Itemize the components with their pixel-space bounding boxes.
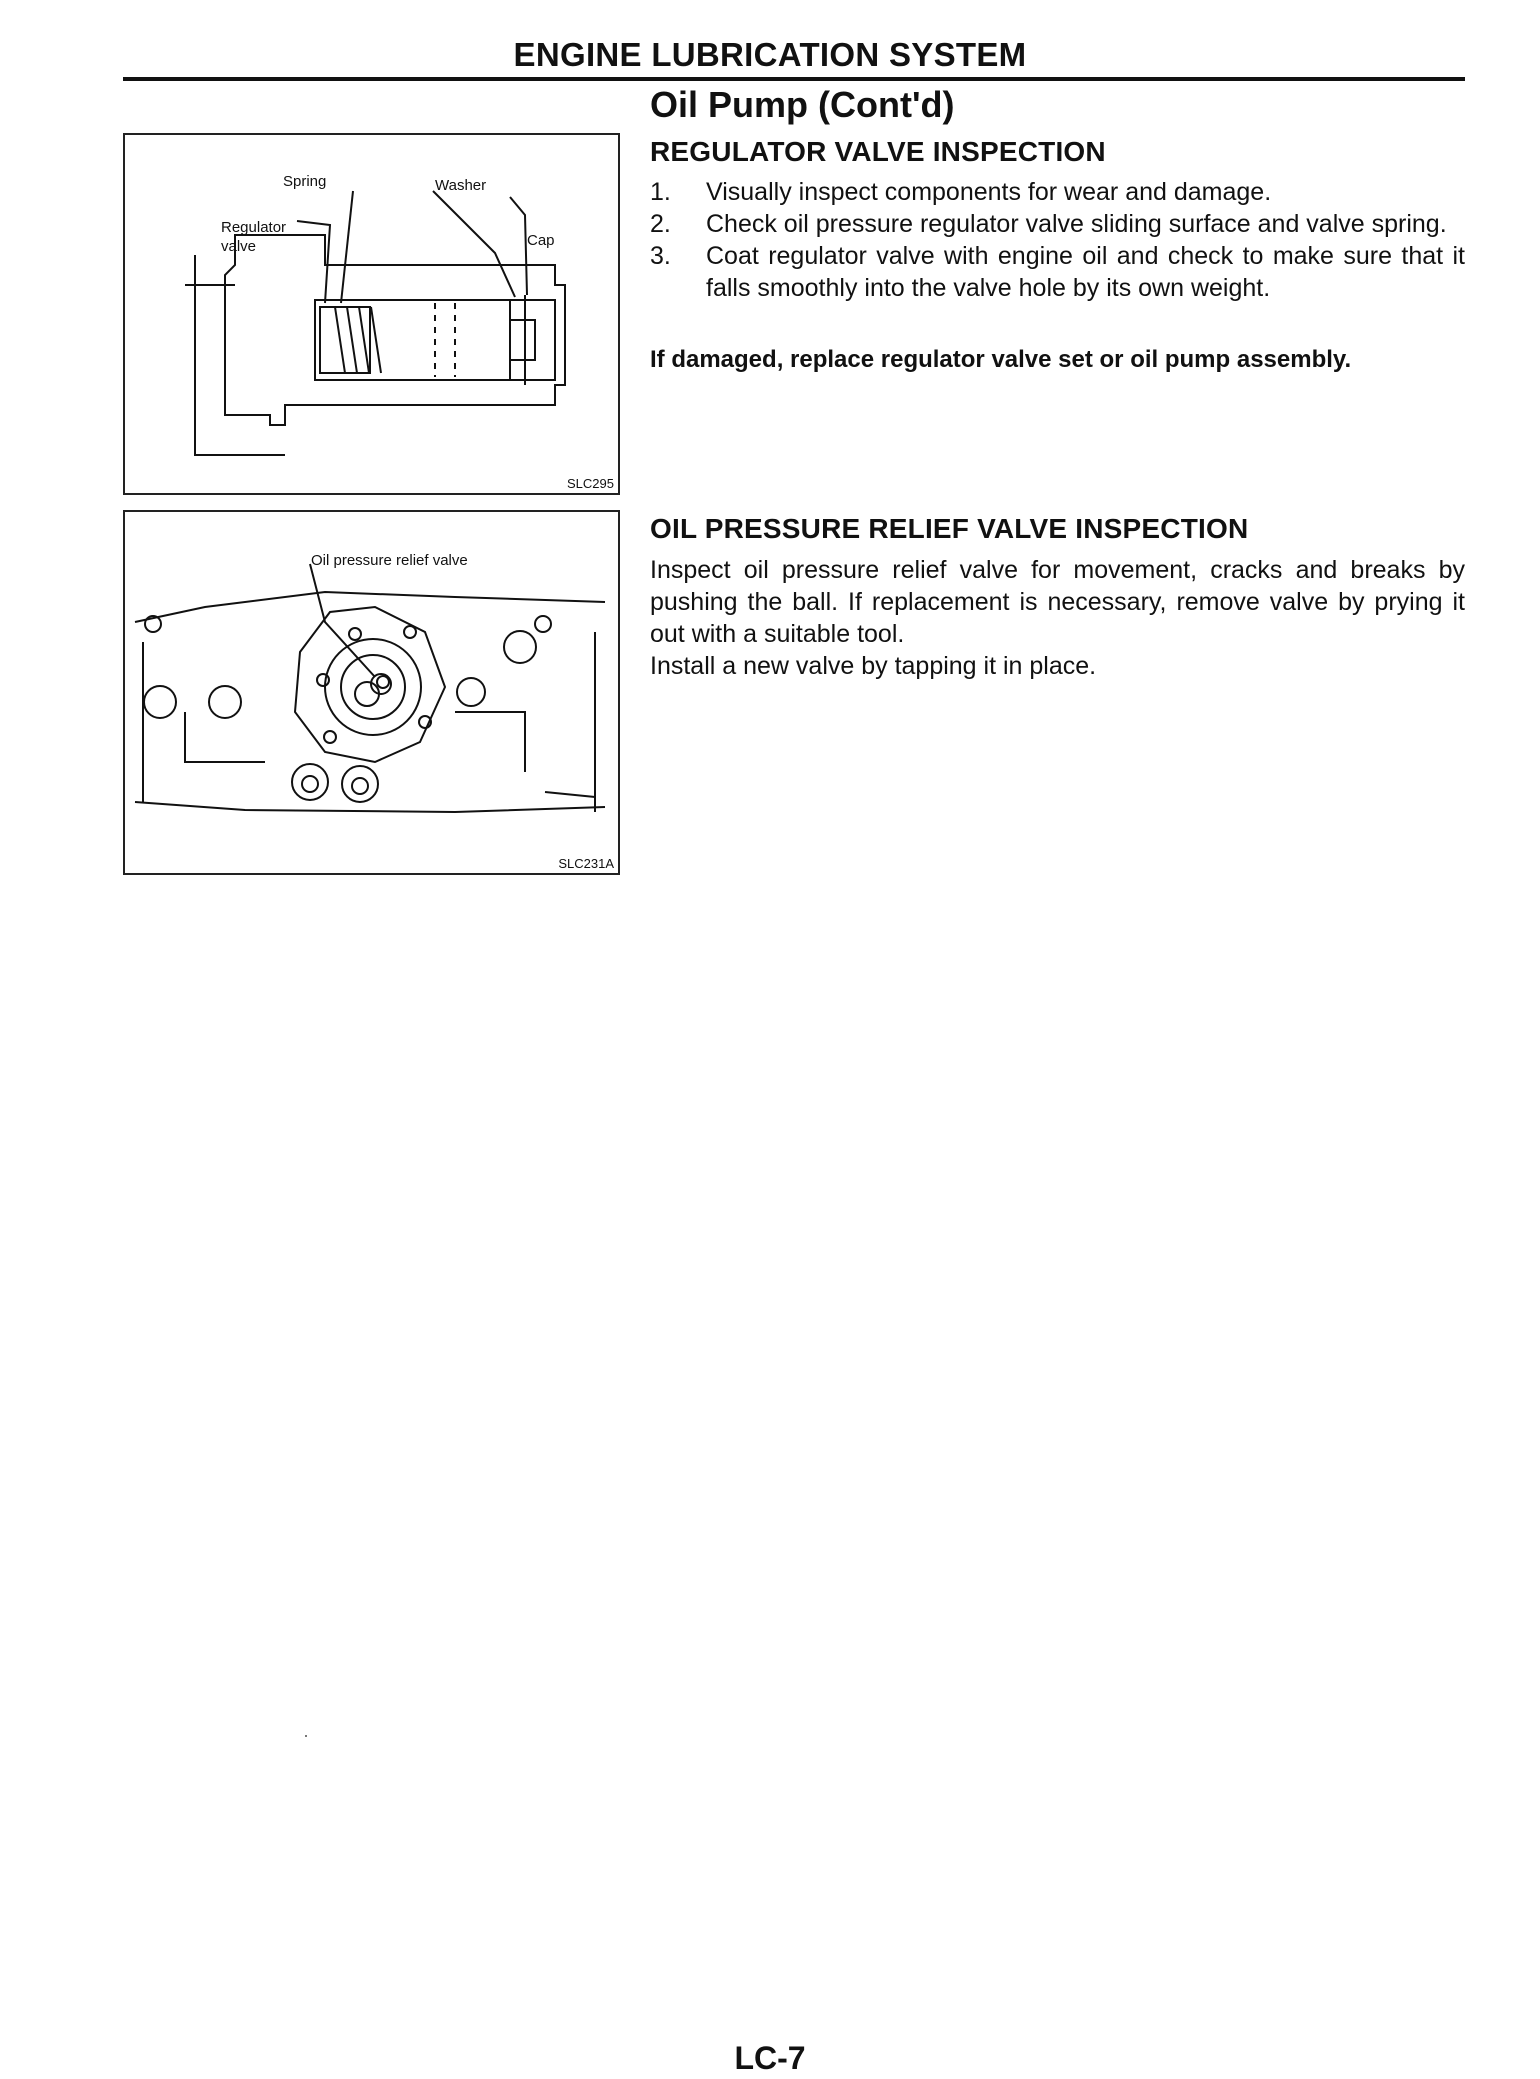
regulator-valve-figure: [123, 133, 620, 495]
step-text: Coat regulator valve with engine oil and check to make sure that it falls smoothly into the valve hole by its own weight.: [706, 242, 1465, 302]
cap-label: Cap: [527, 232, 555, 249]
step-item: [650, 208, 1465, 240]
step-number: 2.: [650, 210, 671, 238]
scan-speck: [305, 1735, 307, 1737]
section-title: Oil Pump (Cont'd): [650, 84, 955, 125]
regulator-label: Regulator: [221, 219, 287, 236]
page-header-title: ENGINE LUBRICATION SYSTEM: [513, 36, 1027, 73]
figure-code: SLC231A: [558, 856, 614, 871]
step-number: 3.: [650, 242, 671, 270]
step-item: [650, 240, 1465, 304]
washer-label: Washer: [435, 177, 487, 194]
spring-label: Spring: [283, 173, 327, 190]
header-rule: [123, 77, 1465, 81]
step-number: 1.: [650, 178, 671, 206]
regulator-warning: If damaged, replace regulator valve set or oil pump assembly.: [650, 346, 1352, 373]
relief-heading: OIL PRESSURE RELIEF VALVE INSPECTION: [650, 513, 1249, 544]
relief-valve-figure: [123, 510, 620, 875]
valve-label: valve: [221, 238, 257, 255]
step-text: Visually inspect components for wear and damage.: [706, 178, 1272, 206]
regulator-valve-drawing: [125, 135, 618, 493]
figure-code: SLC295: [567, 476, 614, 491]
regulator-steps: [650, 176, 1465, 304]
relief-valve-label: Oil pressure relief valve: [311, 552, 468, 569]
step-text: Check oil pressure regulator valve sliding surface and valve spring.: [706, 210, 1447, 238]
relief-paragraph: Inspect oil pressure relief valve for movement, cracks and breaks by pushing the ball. If replacement is necessary, remove valve by prying it out with a suitable tool.: [650, 556, 1465, 648]
relief-install-paragraph: Install a new valve by tapping it in place.: [650, 652, 1097, 680]
step-item: [650, 176, 1465, 208]
page-number: LC-7: [734, 2040, 806, 2076]
regulator-heading: REGULATOR VALVE INSPECTION: [650, 136, 1106, 167]
